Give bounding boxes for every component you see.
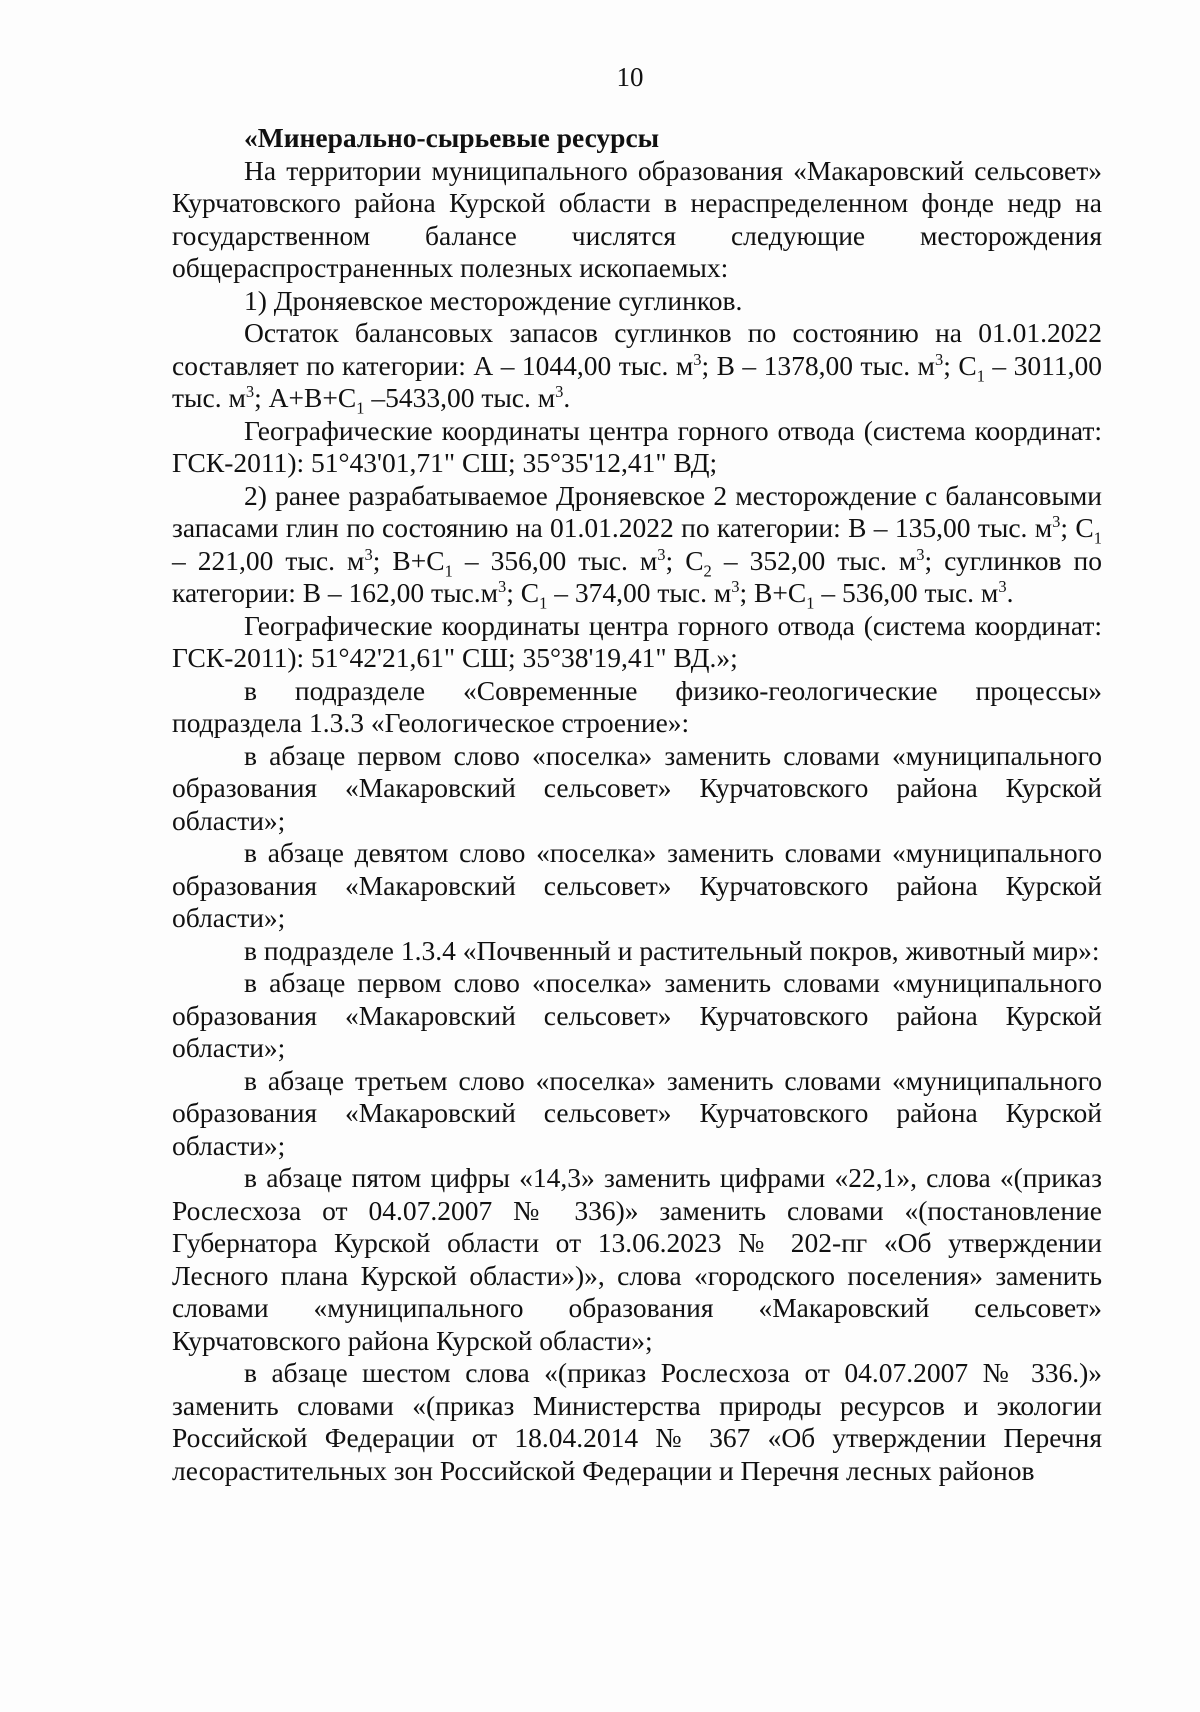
paragraph-deposit-2: 2) ранее разрабатываемое Дроняевское 2 месторождение с балансовыми запасами глин по состоянию на 01.01.2022 по категории: В – 135,00 тыс. $м^3$; $С_1 - 221,00$ тыс. $м^3$; $В+С_1 - 356,00$ тыс. $м^3$; $С_2 - 352,00$ тыс. $м^3$; суглинков по категории: В – 162,00 $тыс.м^3$; $С_1 - 374,00$ тыс. $м^3$; $В+С_1 - 536,00$ тыс. $м^3$.	[172, 479, 1103, 613]
paragraph-subsection-processes: в подразделе «Современные физико-геологические процессы» подраздела 1.3.3 «Геологическое строение»:	[172, 674, 1102, 738]
paragraph-amend-first-soil: в абзаце первом слово «поселка» заменить словами «муниципального образования «Макаровский сельсовет» Курчатовского района Курской области»;	[172, 967, 1102, 1063]
paragraph-subsection-soil: в подразделе 1.3.4 «Почвенный и растительный покров, животный мир»:	[244, 934, 1100, 966]
paragraph-reserves-1: Остаток балансовых запасов суглинков по состоянию на 01.01.2022 составляет по категории: А – 1044,00 тыс. $м^3$; В – 1378,00 тыс. $м^3$; $С_1 - 3011,00$ тыс. $м^3$; $А+В+С_1$ –5433,00 тыс. $м^3$.	[172, 317, 1102, 418]
paragraph-deposit-1: 1) Дроняевское месторождение суглинков.	[244, 284, 743, 316]
page-number: 10	[616, 62, 644, 92]
document-body	[172, 122, 1102, 1487]
section-heading: «Минерально-сырьевые ресурсы	[244, 122, 660, 153]
paragraph-amend-first: в абзаце первом слово «поселка» заменить словами «муниципального образования «Макаровский сельсовет» Курчатовского района Курской области»;	[172, 739, 1102, 836]
paragraph-amend-ninth: в абзаце девятом слово «поселка» заменить словами «муниципального образования «Макаровский сельсовет» Курчатовского района Курской области»;	[172, 837, 1102, 933]
paragraph-amend-third: в абзаце третьем слово «поселка» заменить словами «муниципального образования «Макаровский сельсовет» Курчатовского района Курской области»;	[172, 1064, 1102, 1161]
paragraph-intro: На территории муниципального образования «Макаровский сельсовет» Курчатовского района Курской области в нераспределенном фонде недр на государственном балансе числятся следующие месторождения общераспространенных полезных ископаемых:	[172, 154, 1102, 283]
paragraph-amend-fifth: в абзаце пятом цифры «14,3» заменить цифрами «22,1», слова «(приказ Рослесхоза от 04.07.2007 № 336)» заменить словами «(постановление Губернатора Курской области от 13.06.2023 № 202-пг «Об утверждении Лесного плана Курской области»)», слова «городского поселения» заменить словами «муниципального образования «Макаровский сельсовет» Курчатовского района Курской области»;	[172, 1162, 1102, 1356]
paragraph-coordinates-2: Географические координаты центра горного отвода (система координат: ГСК-2011): 51°42'21,61" СШ; 35°38'19,41" ВД.»;	[172, 609, 1102, 673]
paragraph-amend-sixth: в абзаце шестом слова «(приказ Рослесхоза от 04.07.2007 № 336.)» заменить словами «(приказ Министерства природы ресурсов и экологии Российской Федерации от 18.04.2014 № 367 «Об утверждении Перечня лесорастительных зон Российской Федерации и Перечня лесных районов	[172, 1357, 1102, 1486]
paragraph-coordinates-1: Географические координаты центра горного отвода (система координат: ГСК-2011): 51°43'01,71" СШ; 35°35'12,41" ВД;	[172, 414, 1102, 478]
